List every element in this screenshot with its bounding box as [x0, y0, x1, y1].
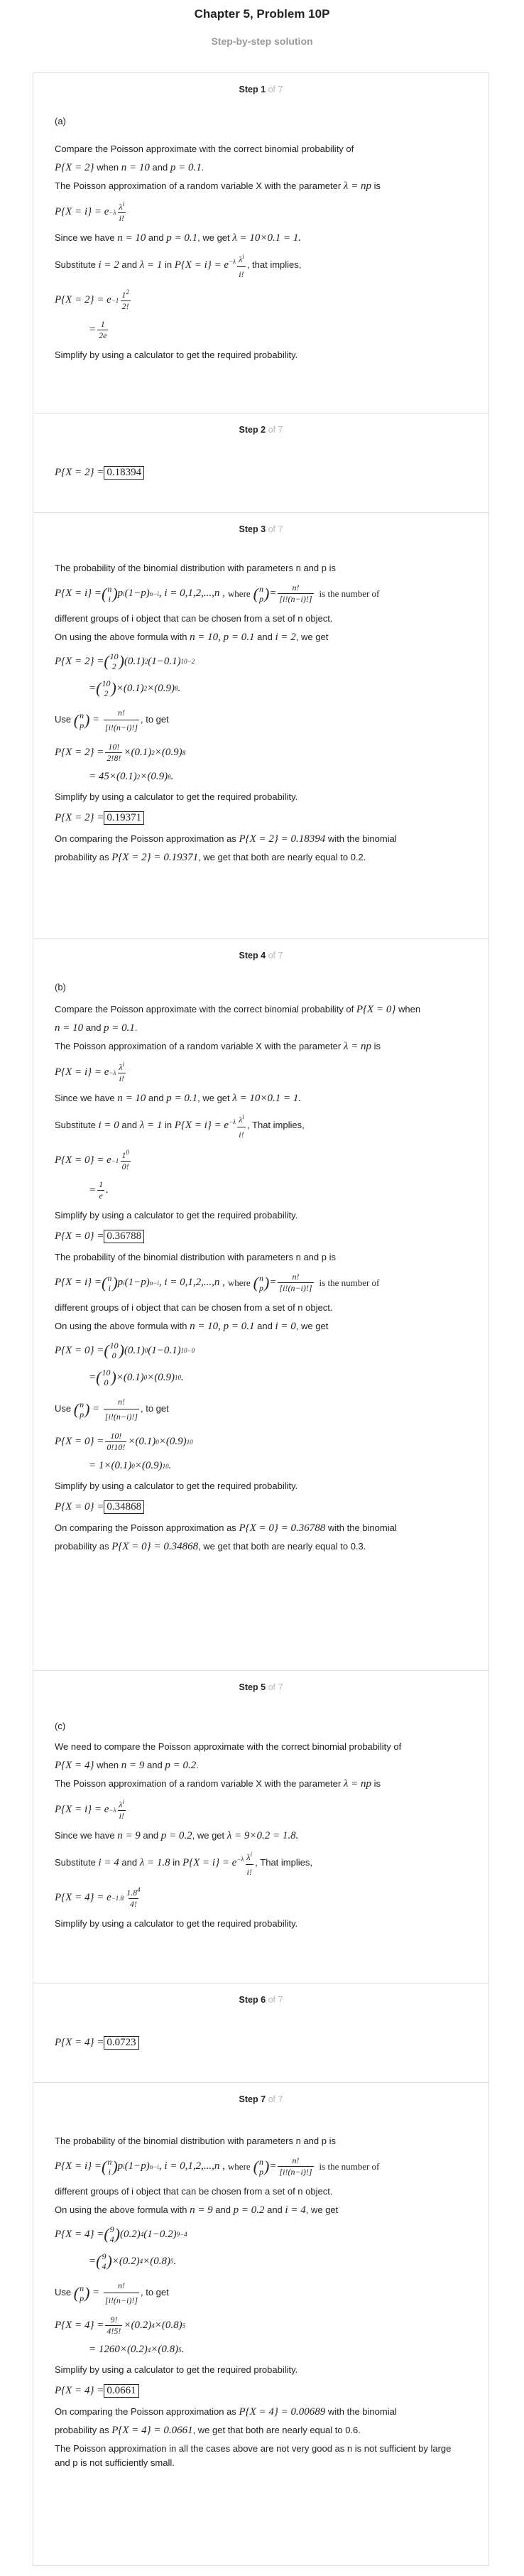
step-header: Step 1 of 7: [239, 85, 283, 94]
answer-box: 0.0661: [104, 2384, 138, 2398]
part-label: (c): [55, 1721, 66, 1731]
step-header: Step 4 of 7: [239, 951, 283, 960]
answer-box: 0.34868: [104, 1500, 144, 1514]
step-header: Step 6 of 7: [239, 1995, 283, 2005]
part-label: (b): [55, 982, 66, 992]
answer-box: 0.36788: [104, 1230, 144, 1243]
step-5-card: Step 5 of 7 (c) We need to compare the Poisson approximate with the correct binomial probability of P{X = 4} when n = 9 and p = 0.2. The Poisson approximation of a random variable X with the parameter λ = np is P{X = i} = e −λ $\frac{\lambda^i}{i!}$ Since we have n = 9 and p = 0.2, we get λ = 9×0.2 = 1.8. Substitute i = 4 and λ = 1.8 in $P\{X = i\} = e^{-\lambda}$ $\frac{\lambda^i}{i!}$ , That implies, P{X = 4} = e −1.8 $\frac{1.8^4}{4!}$ Simplify by using a calculator to get the required probability.: [33, 1671, 489, 1984]
step-header: Step 2 of 7: [239, 425, 283, 435]
step-2-card: Step 2 of 7 P{X = 2} = 0.18394: [33, 413, 489, 513]
step-header: Step 7 of 7: [239, 2094, 283, 2104]
answer-box: 0.0723: [104, 2036, 138, 2050]
step-7-card: Step 7 of 7 The probability of the binomial distribution with parameters n and p is P{X = i} = ( n i ) p i (1−p) n−i , i = 0,1,2,...,n , where ( n p ) = $\frac{n!}{[i!(n-i)!]}$ is the number of different groups of i object that can be chosen from a set of n object. On using the above formula with n = 9 and p = 0.2 and i = 4, we get P{X = 4} = ( 9 4 ) (0.2) 4 (1−0.2) 9−4 = ( 9 4 ) ×(0.2) 4 ×(0.8) 5 . Use ( n p ) = $\frac{n!}{[i!(n-i)!]}$ , to get P{X = 4} = $\frac{9!}{4!5!}$ ×(0.2) 4 ×(0.8) 5 = 1260×(0.2) 4 ×(0.8) 5 . Simplify by using a calculator to get the required probability. P{X = 4} = 0.0661 On comparing the Poisson approximation as P{X = 4} = 0.00689 with the binomial probability as P{X = 4} = 0.0661, we get that both are nearly equal to 0.6. The Poisson approximation in all the cases above are not very good as n is not sufficient by large and p is not sufficiently small.: [33, 2083, 489, 2566]
answer-box: 0.19371: [104, 811, 144, 825]
poisson-formula: P{X = i} = e −λ $\frac{\lambda^i}{i!}$: [55, 200, 125, 223]
part-label: (a): [55, 116, 66, 126]
step-header: Step 5 of 7: [239, 1682, 283, 1692]
solution-subtitle: Step-by-step solution: [211, 36, 313, 47]
step-1-card: Step 1 of 7 (a) Compare the Poisson approximate with the correct binomial probability of P{X = 2} when n = 10 and p = 0.1. The Poisson approximation of a random variable X with the parameter λ = np is P{X = i} = e −λ $\frac{\lambda^i}{i!}$ Since we have n = 10 and p = 0.1, we get λ = 10×0.1 = 1. Substitute i = 2 and λ = 1 in $P\{X = i\} = e^{-\lambda}$ $\frac{\lambda^i}{i!}$ , that implies, P{X = 2} = e −1 $\frac{1^2}{2!}$ = $\frac{1}{2e}$ Simplify by using a calculator to get the required probability.: [33, 72, 489, 413]
step-3-card: Step 3 of 7 The probability of the binomial distribution with parameters n and p is P{X = i} = ( n i ) p i (1−p) n−i , i = 0,1,2,...,n , where ( n p ) = $\frac{n!}{[i!(n-i)!]}$ is the number of different groups of i object that can be chosen from a set of n object. On using the above formula with n = 10, p = 0.1 and i = 2, we get P{X = 2} = ( 10 2 ) (0.1) 2 (1−0.1) 10−2 = ( 10 2 ) ×(0.1) 2 ×(0.9) 8 . Use ( n p ) = $\frac{n!}{[i!(n-i)!]}$ , to get P{X = 2} = $\frac{10!}{2!8!}$ ×(0.1) 2 ×(0.9) 8 = 45×(0.1) 2 ×(0.9) 8 . Simplify by using a calculator to get the required probability. P{X = 2} = 0.19371 On comparing the Poisson approximation as P{X = 2} = 0.18394 with the binomial probability as P{X = 2} = 0.19371, we get that both are nearly equal to 0.2.: [33, 513, 489, 939]
step-4-card: Step 4 of 7 (b) Compare the Poisson approximate with the correct binomial probability of P{X = 0} when n = 10 and p = 0.1. The Poisson approximation of a random variable X with the parameter λ = np is P{X = i} = e −λ $\frac{\lambda^i}{i!}$ Since we have n = 10 and p = 0.1, we get λ = 10×0.1 = 1. Substitute i = 0 and λ = 1 in $P\{X = i\} = e^{-\lambda}$ $\frac{\lambda^i}{i!}$ , That implies, P{X = 0} = e −1 $\frac{1^0}{0!}$ = $\frac{1}{e}$ . Simplify by using a calculator to get the required probability. P{X = 0} = 0.36788 The probability of the binomial distribution with parameters n and p is P{X = i} = ( n i ) p i (1−p) n−i , i = 0,1,2,...,n , where ( n p ) = $\frac{n!}{[i!(n-i)!]}$ is the number of different groups of i object that can be chosen from a set of n object. On using the above formula with n = 10, p = 0.1 and i = 0, we get P{X = 0} = ( 10 0 ) (0.1) 0 (1−0.1) 10−0 = ( 10 0 ) ×(0.1) 0 ×(0.9) 10 . Use ( n p ) = $\frac{n!}{[i!(n-i)!]}$ , to get P{X = 0} = $\frac{10!}{0!10!}$ ×(0.1) 0 ×(0.9) 10 = 1×(0.1) 0 ×(0.9) 10 . Simplify by using a calculator to get the required probability. P{X = 0} = 0.34868 On comparing the Poisson approximation as P{X = 0} = 0.36788 with the binomial probability as P{X = 0} = 0.34868, we get that both are nearly equal to 0.3.: [33, 939, 489, 1671]
step-header: Step 3 of 7: [239, 524, 283, 534]
chapter-title: Chapter 5, Problem 10P: [194, 7, 330, 21]
answer-box: 0.18394: [104, 466, 144, 480]
step-6-card: Step 6 of 7 P{X = 4} = 0.0723: [33, 1984, 489, 2083]
page-header: [0, 0, 524, 51]
